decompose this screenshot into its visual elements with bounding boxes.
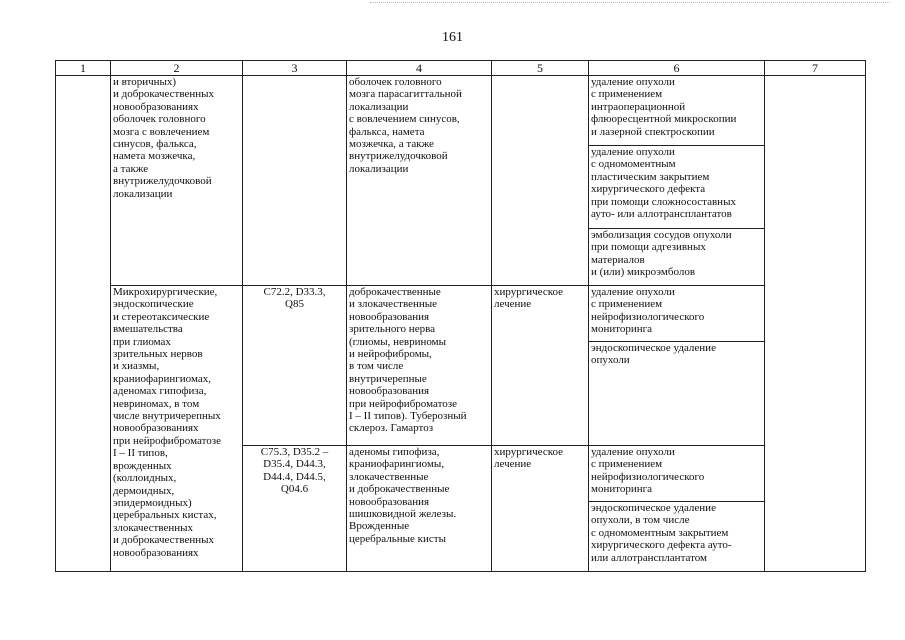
table-row: [56, 76, 866, 146]
scan-top-line: [370, 2, 890, 3]
cell-model-patient: аденомы гипофиза, краниофарингиомы, злокачественные и доброкачественные новообразования шишковидной железы. Врожденные церебральные кисты: [347, 446, 492, 572]
cell-method: эмболизация сосудов опухоли при помощи адгезивных материалов и (или) микроэмболов: [589, 229, 765, 286]
cell-method: эндоскопическое удаление опухоли, в том числе с одномоментным закрытием хирургического дефекта ауто- или аллотрансплантатом: [589, 502, 765, 572]
cell-model-patient: оболочек головного мозга парасагиттальной локализации с вовлечением синусов, фалькса, намета мозжечка, а также внутрижелудочковой локализации: [347, 76, 492, 286]
cell-method: удаление опухоли с применением интраоперационной флюоресцентной микроскопии и лазерной спектроскопии: [589, 76, 765, 146]
cell-method: эндоскопическое удаление опухоли: [589, 342, 765, 446]
page-number: 161: [442, 30, 463, 45]
cell-treatment-type: хирургическое лечение: [492, 286, 589, 446]
column-header-6: 6: [589, 61, 765, 76]
cell-indication-continued: и вторичных) и доброкачественных новообразованиях оболочек головного мозга с вовлечением синусов, фалькса, намета мозжечка, а также внутрижелудочковой локализации: [111, 76, 243, 286]
column-header-5: 5: [492, 61, 589, 76]
cell-col1: [56, 76, 111, 572]
cell-treatment-type: [492, 76, 589, 286]
cell-codes: C75.3, D35.2 – D35.4, D44.3, D44.4, D44.5, Q04.6: [243, 446, 347, 572]
column-header-3: 3: [243, 61, 347, 76]
cell-indication: Микрохирургические, эндоскопические и стереотаксические вмешательства при глиомах зрительных нервов и хиазмы, краниофарингиомах, аденомах гипофиза, невриномах, в том числе внутричерепных новообразованиях при нейрофиброматозе I – II типов, врожденных (коллоидных, дермоидных, эпидермоидных) церебральных кистах, злокачественных и доброкачественных новообразованиях: [111, 286, 243, 572]
cell-method: удаление опухоли с применением нейрофизиологического мониторинга: [589, 446, 765, 502]
table-header-row: [56, 61, 866, 76]
procedures-table: [55, 60, 866, 572]
column-header-7: 7: [765, 61, 866, 76]
cell-method: удаление опухоли с одномоментным пластическим закрытием хирургического дефекта при помощи сложносоставных ауто- или аллотрансплантатов: [589, 146, 765, 229]
cell-treatment-type: хирургическое лечение: [492, 446, 589, 572]
table-row: [56, 286, 866, 342]
cell-col7: [765, 76, 866, 572]
cell-codes: [243, 76, 347, 286]
cell-codes: C72.2, D33.3, Q85: [243, 286, 347, 446]
cell-method: удаление опухоли с применением нейрофизиологического мониторинга: [589, 286, 765, 342]
column-header-1: 1: [56, 61, 111, 76]
cell-model-patient: доброкачественные и злокачественные новообразования зрительного нерва (глиомы, невриномы и нейрофибромы, в том числе внутричерепные новообразования при нейрофиброматозе I – II типов). Туберозный склероз. Гамартоз: [347, 286, 492, 446]
column-header-2: 2: [111, 61, 243, 76]
column-header-4: 4: [347, 61, 492, 76]
